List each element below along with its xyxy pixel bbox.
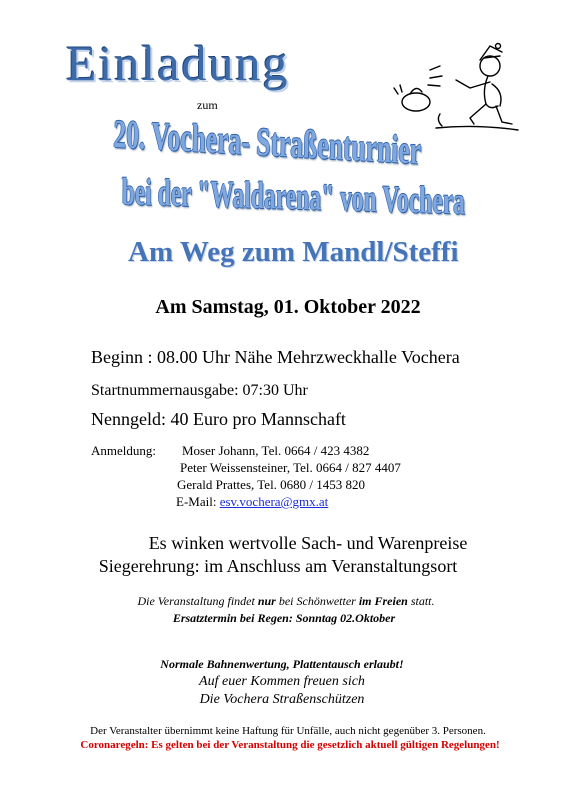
invitation-title: Einladung bbox=[66, 35, 290, 91]
contact-weissensteiner: Peter Weissensteiner, Tel. 0664 / 827 4407 bbox=[180, 460, 401, 475]
email-row bbox=[176, 494, 328, 510]
start-number-time: Startnummernausgabe: 07:30 Uhr bbox=[91, 382, 308, 399]
greeting-line: Auf euer Kommen freuen sich bbox=[199, 674, 365, 689]
weather-note bbox=[0, 594, 574, 609]
rules-note: Normale Bahnenwertung, Plattentausch erlaubt! bbox=[160, 657, 404, 671]
venue-title: bei der "Waldarena" von Vochera bbox=[121, 170, 466, 223]
weather-note-only: nur bbox=[257, 594, 276, 608]
zum-label: zum bbox=[197, 98, 218, 112]
entry-fee: Nenngeld: 40 Euro pro Mannschaft bbox=[91, 409, 346, 429]
liability-disclaimer: Der Veranstalter übernimmt keine Haftung für Unfälle, auch nicht gegenüber 3. Personen. bbox=[90, 725, 486, 737]
contact-prattes: Gerald Prattes, Tel. 0680 / 1453 820 bbox=[177, 477, 366, 492]
route-title: Am Weg zum Mandl/Steffi bbox=[128, 236, 459, 268]
weather-note-outdoors: im Freien bbox=[358, 594, 408, 608]
event-date: Am Samstag, 01. Oktober 2022 bbox=[155, 296, 421, 318]
weather-note-e: statt. bbox=[407, 594, 435, 608]
signature-line: Die Vochera Straßenschützen bbox=[199, 692, 365, 707]
weather-note-c: bei Schönwetter bbox=[275, 594, 359, 608]
stone-thrower-sketch-icon bbox=[380, 36, 520, 140]
weather-note-a: Die Veranstaltung findet bbox=[137, 594, 258, 608]
tournament-title: 20. Vochera- Straßenturnier bbox=[112, 110, 422, 173]
corona-rules: Coronaregeln: Es gelten bei der Veranstaltung die gesetzlich aktuell gültigen Regelungen! bbox=[80, 739, 500, 751]
rain-date-note: Ersatztermin bei Regen: Sonntag 02.Oktober bbox=[172, 611, 396, 625]
awards-line: Siegerehrung: im Anschluss am Veranstaltungsort bbox=[98, 556, 458, 576]
contact-moser: Moser Johann, Tel. 0664 / 423 4382 bbox=[182, 443, 370, 458]
begin-time: Beginn : 08.00 Uhr Nähe Mehrzweckhalle Vochera bbox=[91, 347, 460, 367]
prizes-line: Es winken wertvolle Sach- und Warenpreise bbox=[148, 533, 468, 553]
email-label: E-Mail: bbox=[176, 494, 217, 509]
email-link[interactable]: esv.vochera@gmx.at bbox=[219, 494, 329, 509]
registration-label: Anmeldung: bbox=[91, 443, 156, 458]
